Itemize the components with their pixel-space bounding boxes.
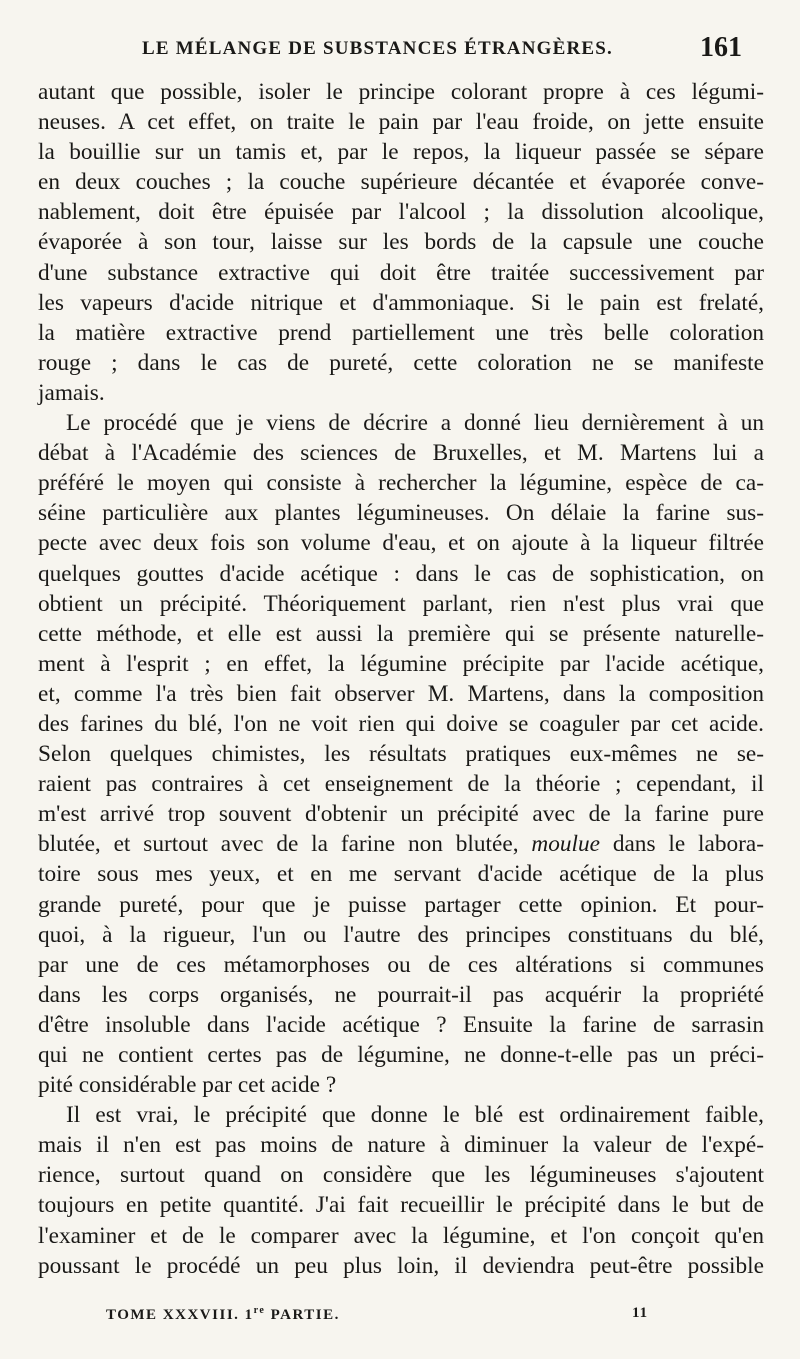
text-line: neuses. A cet effet, on traite le pain par l'eau froide, on jette ensuite xyxy=(38,109,764,136)
paragraph xyxy=(38,77,764,408)
text-line: m'est arrivé trop souvent d'obtenir un précipité avec de la farine pure xyxy=(38,801,764,828)
text-line: mais il n'en est pas moins de nature à diminuer la valeur de l'expé- xyxy=(38,1132,764,1159)
text-line: les vapeurs d'acide nitrique et d'ammoniaque. Si le pain est frelaté, xyxy=(38,289,764,316)
paragraph xyxy=(38,408,764,1100)
page-header xyxy=(0,34,800,74)
text-line: d'être insoluble dans l'acide acétique ? Ensuite la farine de sarrasin xyxy=(38,1011,764,1038)
text-line: obtient un précipité. Théoriquement parlant, rien n'est plus vrai que xyxy=(38,590,764,617)
text-line: la bouillie sur un tamis et, par le repos, la liqueur passée se sépare xyxy=(38,139,764,166)
text-line: des farines du blé, l'on ne voit rien qui doive se coaguler par cet acide. xyxy=(38,710,764,737)
paragraph xyxy=(38,1100,764,1281)
text-line: par une de ces métamorphoses ou de ces altérations si communes xyxy=(38,951,764,978)
text-line: en deux couches ; la couche supérieure décantée et évaporée conve- xyxy=(38,169,764,196)
text-line: la matière extractive prend partiellement une très belle coloration xyxy=(38,319,764,346)
page-number: 161 xyxy=(700,32,742,63)
text-line: l'examiner et de le comparer avec la légumine, et l'on conçoit qu'en xyxy=(38,1222,764,1249)
text-line: autant que possible, isoler le principe colorant propre à ces légumi- xyxy=(38,79,764,105)
text-line: rouge ; dans le cas de pureté, cette coloration ne se manifeste xyxy=(38,349,764,376)
text-line: évaporée à son tour, laisse sur les bords de la capsule une couche xyxy=(38,229,764,256)
text-line: préféré le moyen qui consiste à rechercher la légumine, espèce de ca- xyxy=(38,470,764,497)
text-line: pecte avec deux fois son volume d'eau, et on ajoute à la liqueur filtrée xyxy=(38,530,764,557)
text-line: jamais. xyxy=(38,379,105,406)
text-line: rience, surtout quand on considère que les légumineuses s'ajoutent xyxy=(38,1162,764,1189)
text-line: pité considérable par cet acide ? xyxy=(38,1072,337,1099)
text-line: blutée, et surtout avec de la farine non blutée, moulue dans le labora- xyxy=(38,831,764,858)
text-line: Le procédé que je viens de décrire a donné lieu dernièrement à un xyxy=(66,410,764,437)
text-line: Selon quelques chimistes, les résultats pratiques eux-mêmes ne se- xyxy=(38,741,764,768)
text-line: raient pas contraires à cet enseignement de la théorie ; cependant, il xyxy=(38,771,764,798)
text-line: débat à l'Académie des sciences de Bruxelles, et M. Martens lui a xyxy=(38,440,764,467)
text-line: poussant le procédé un peu plus loin, il deviendra peut-être possible xyxy=(38,1252,764,1279)
text-line: ment à l'esprit ; en effet, la légumine précipite par l'acide acétique, xyxy=(38,650,764,677)
text-line: séine particulière aux plantes légumineuses. On délaie la farine sus- xyxy=(38,500,764,527)
running-title: LE MÉLANGE DE SUBSTANCES ÉTRANGÈRES. xyxy=(142,38,613,59)
text-line: Il est vrai, le précipité que donne le blé est ordinairement faible, xyxy=(66,1102,764,1129)
text-line: quoi, à la rigueur, l'un ou l'autre des principes constituans du blé, xyxy=(38,921,764,948)
body-text xyxy=(38,77,764,1281)
text-line: d'une substance extractive qui doit être traitée successivement par xyxy=(38,259,764,286)
text-line: toire sous mes yeux, et en me servant d'acide acétique de la plus xyxy=(38,861,764,888)
text-line: quelques gouttes d'acide acétique : dans le cas de sophistication, on xyxy=(38,560,764,587)
page-footer xyxy=(0,1305,800,1335)
text-line: grande pureté, pour que je puisse partager cette opinion. Et pour- xyxy=(38,891,764,918)
text-line: dans les corps organisés, ne pourrait-il pas acquérir la propriété xyxy=(38,981,764,1008)
text-line: nablement, doit être épuisée par l'alcool ; la dissolution alcoolique, xyxy=(38,199,764,226)
text-line: et, comme l'a très bien fait observer M. Martens, dans la composition xyxy=(38,680,764,707)
text-line: toujours en petite quantité. J'ai fait recueillir le précipité dans le but de xyxy=(38,1192,764,1219)
sheet-mark: 11 xyxy=(632,1305,649,1321)
text-line: cette méthode, et elle est aussi la première qui se présente naturelle- xyxy=(38,620,764,647)
signature-mark: TOME XXXVIII. 1re PARTIE. xyxy=(106,1305,340,1323)
text-line: qui ne contient certes pas de légumine, ne donne-t-elle pas un préci- xyxy=(38,1042,764,1068)
